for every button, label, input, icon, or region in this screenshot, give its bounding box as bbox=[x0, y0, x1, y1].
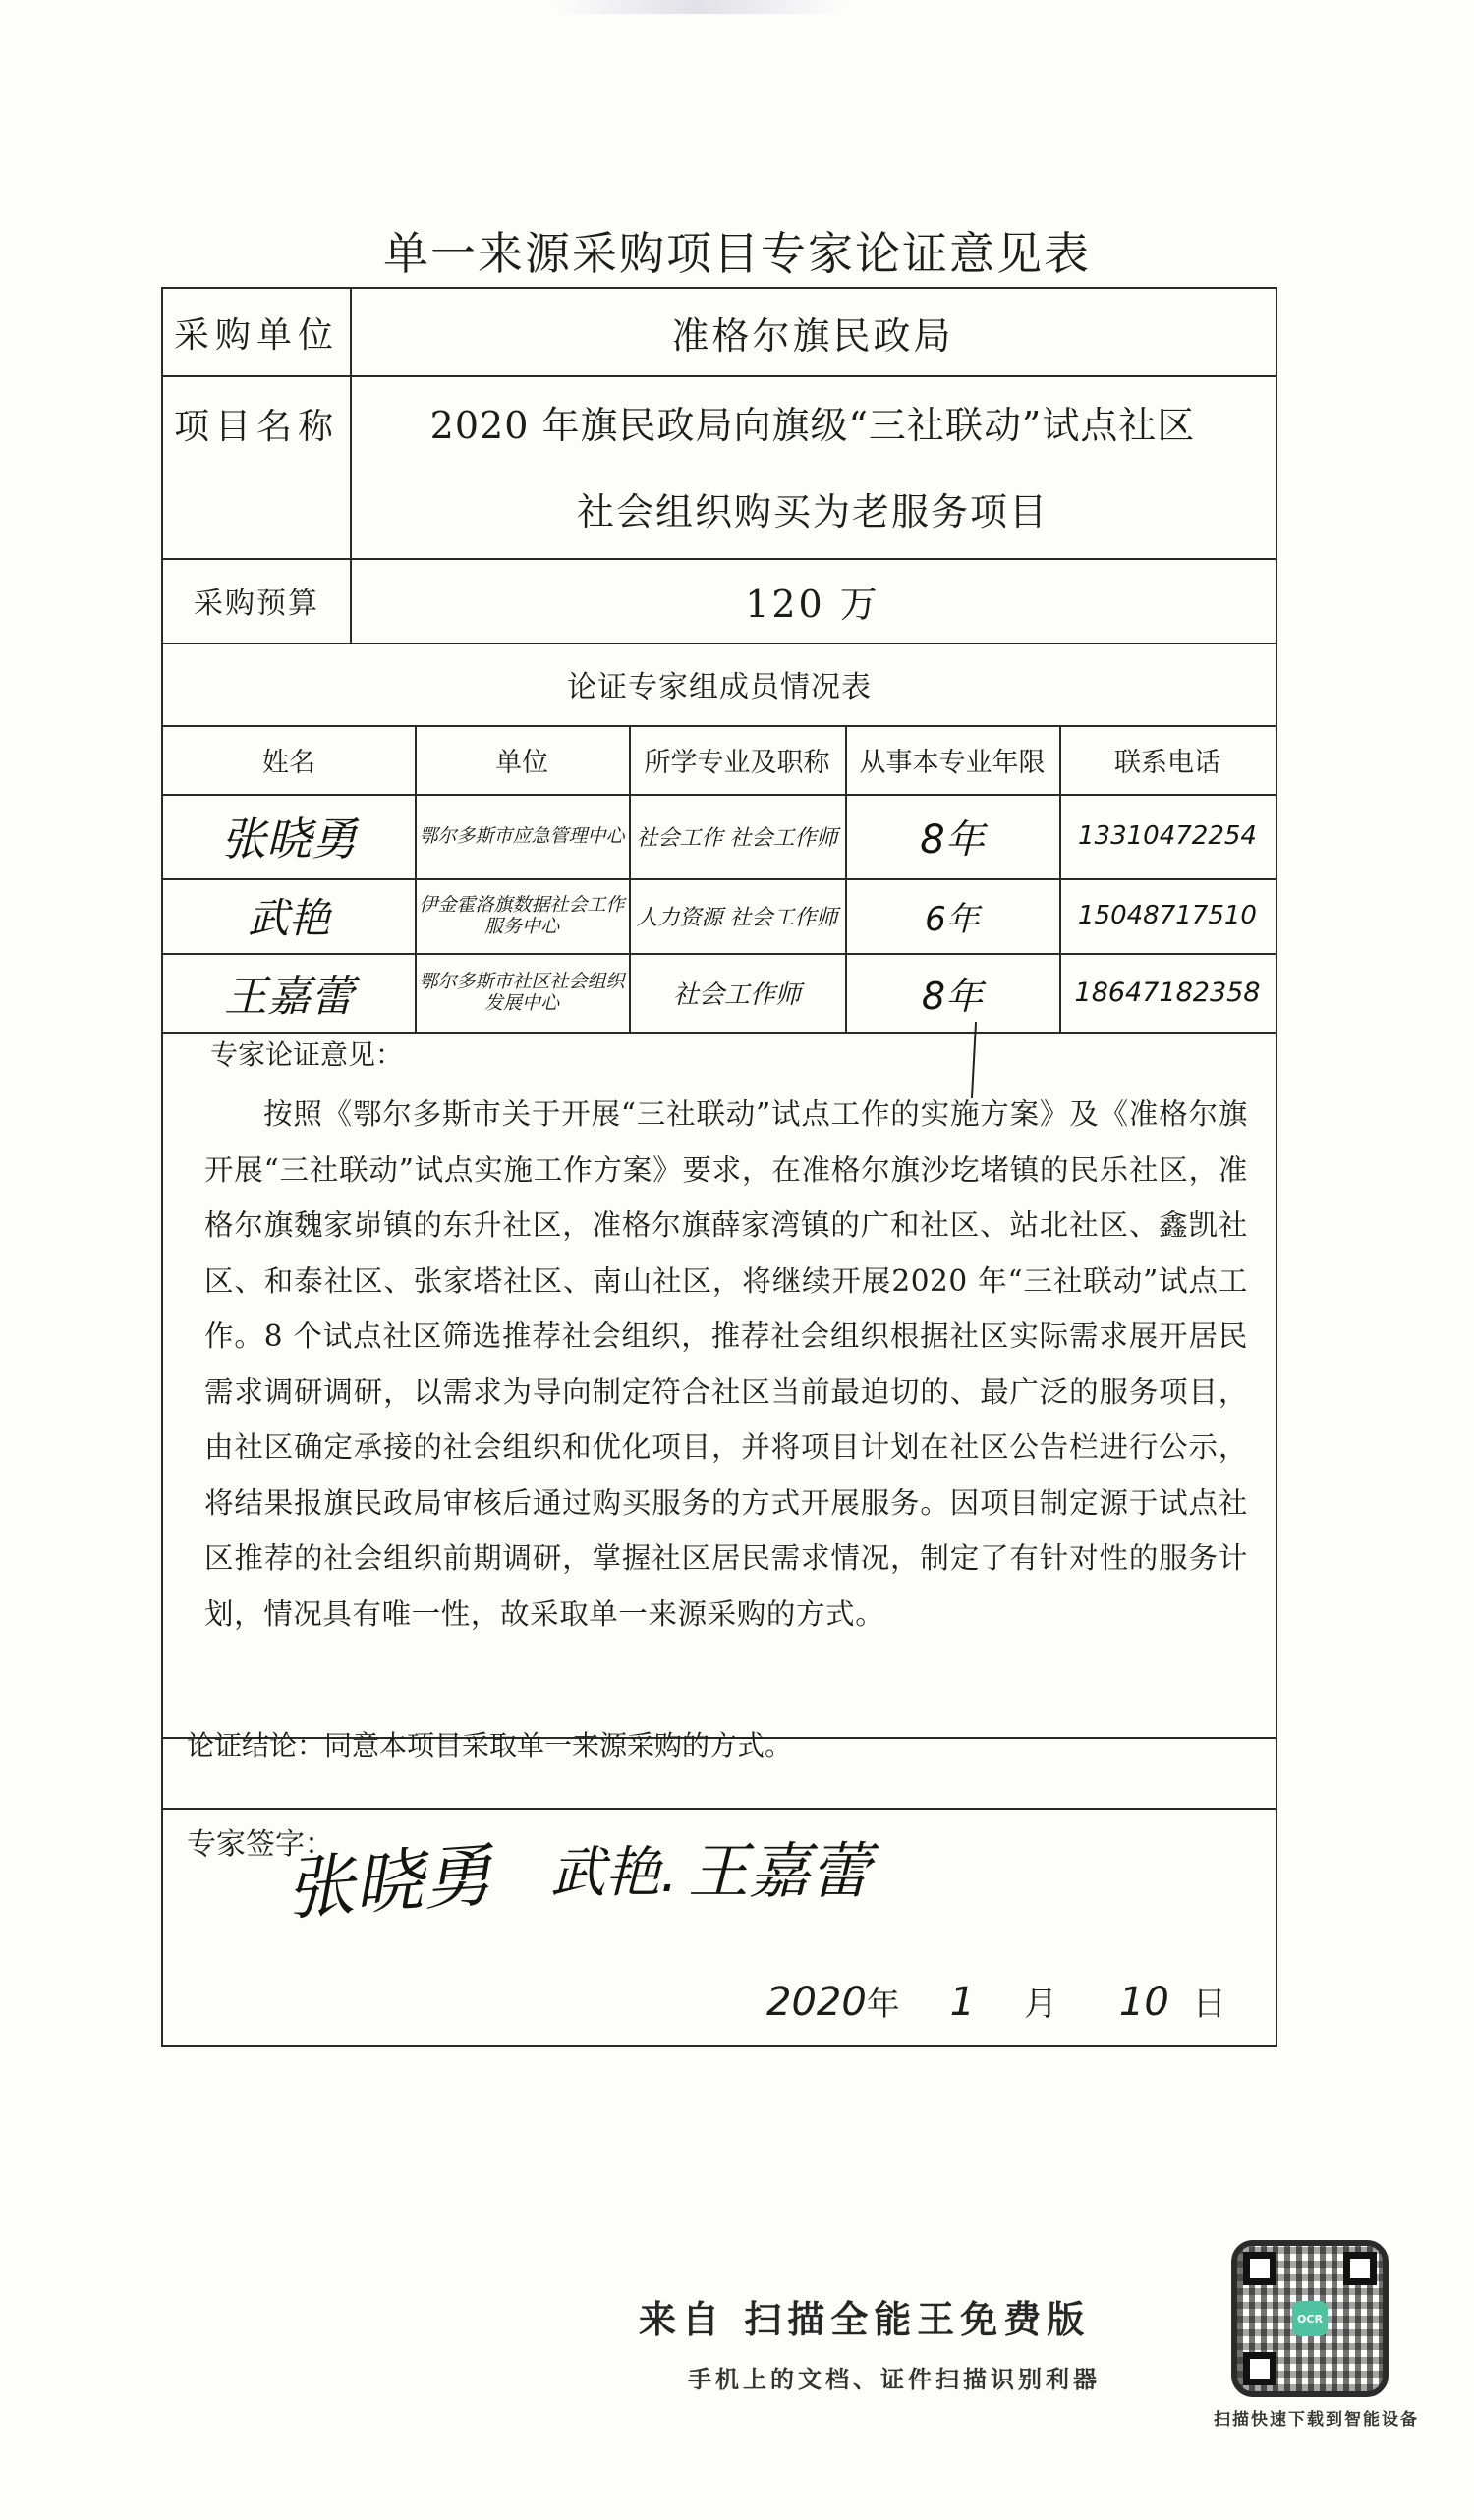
qr-caption: 扫描快速下载到智能设备 bbox=[1214, 2410, 1419, 2430]
project-line-1: 2020 年旗民政局向旗级“三社联动”试点社区 bbox=[429, 403, 1196, 447]
scan-smudge bbox=[550, 0, 845, 14]
qr-finder-icon bbox=[1343, 2252, 1377, 2285]
signing-date bbox=[766, 1977, 1226, 2025]
signature-1: 张晓勇 bbox=[282, 1834, 494, 1931]
project-line-2: 社会组织购买为老服务项目 bbox=[576, 489, 1049, 533]
conclusion-text: 论证结论：同意本项目采取单一来源采购的方式。 bbox=[187, 1729, 793, 1762]
opinion-text: 按照《鄂尔多斯市关于开展“三社联动”试点工作的实施方案》及《准格尔旗开展“三社联动”试点实施工作方案》要求，在准格尔旗沙圪堵镇的民乐社区，准格尔旗魏家峁镇的东升社区，准格尔旗薛家湾镇的广和社区、站北社区、鑫凯社区、和泰社区、张家塔社区、南山社区，将继续开展2020 年“三社联动”试点工作。8 个试点社区筛选推荐社会组织，推荐社会组织根据社区实际需求展开居民需求调研调研，以需求为导向制定符合社区当前最迫切的、最广泛的服务项目，由社区确定承接的社会组织和优化项目，并将项目计划在社区公告栏进行公示，将结果报旗民政局审核后通过购买服务的方式开展服务。因项目制定源于试点社区推荐的社会组织前期调研，掌握社区居民需求情况，制定了有针对性的服务计划，情况具有唯一性，故采取单一来源采购的方式。 bbox=[204, 1097, 1248, 1631]
header-years: 从事本专业年限 bbox=[859, 747, 1046, 778]
qr-code-icon[interactable] bbox=[1231, 2240, 1389, 2397]
expert-name: 武艳 bbox=[247, 894, 330, 942]
signature-2: 武艳. bbox=[550, 1841, 678, 1905]
expert-title: 社会工作师 bbox=[672, 980, 801, 1010]
date-year: 2020 bbox=[766, 1980, 867, 2025]
expert-unit: 鄂尔多斯市应急管理中心 bbox=[419, 825, 625, 847]
expert-title: 社会工作 社会工作师 bbox=[636, 825, 838, 851]
scanner-watermark: 来自 扫描全能王免费版 bbox=[639, 2297, 1091, 2341]
budget-label: 采购预算 bbox=[194, 587, 319, 621]
qr-badge: OCR bbox=[1292, 2301, 1328, 2336]
date-day: 10 bbox=[1118, 1980, 1169, 2025]
scanner-tagline: 手机上的文档、证件扫描识别利器 bbox=[688, 2365, 1101, 2393]
expert-name: 张晓勇 bbox=[221, 812, 357, 866]
expert-phone: 13310472254 bbox=[1078, 821, 1257, 851]
signature-3: 王嘉蕾 bbox=[688, 1835, 872, 1907]
experts-section-title: 论证专家组成员情况表 bbox=[567, 670, 872, 704]
header-major-title: 所学专业及职称 bbox=[644, 747, 830, 778]
header-name: 姓名 bbox=[262, 747, 315, 778]
expert-phone: 15048717510 bbox=[1078, 901, 1257, 930]
expert-title: 人力资源 社会工作师 bbox=[636, 905, 838, 930]
date-month-unit: 月 bbox=[1024, 1985, 1058, 2024]
budget-value: 120 万 bbox=[745, 582, 880, 626]
date-day-unit: 日 bbox=[1192, 1985, 1226, 2024]
header-phone: 联系电话 bbox=[1114, 747, 1220, 778]
signature-label: 专家签字： bbox=[187, 1827, 334, 1862]
expert-years: 6年 bbox=[925, 899, 980, 939]
project-label: 项目名称 bbox=[173, 407, 339, 447]
expert-years: 8年 bbox=[921, 974, 984, 1018]
header-unit: 单位 bbox=[495, 747, 548, 778]
expert-phone: 18647182358 bbox=[1074, 977, 1261, 1008]
unit-label: 采购单位 bbox=[173, 314, 339, 356]
expert-unit: 伊金霍洛旗数据社会工作服务中心 bbox=[419, 894, 625, 937]
opinion-label: 专家论证意见： bbox=[210, 1038, 404, 1071]
qr-finder-icon bbox=[1243, 2252, 1276, 2285]
date-month: 1 bbox=[949, 1980, 976, 2025]
unit-value: 准格尔旗民政局 bbox=[671, 313, 954, 358]
date-year-unit: 年 bbox=[866, 1985, 900, 2024]
expert-years: 8年 bbox=[920, 816, 985, 863]
expert-unit: 鄂尔多斯市社区社会组织发展中心 bbox=[419, 971, 625, 1014]
page-title: 单一来源采购项目专家论证意见表 bbox=[383, 227, 1091, 280]
expert-name: 王嘉蕾 bbox=[224, 972, 354, 1022]
qr-finder-icon bbox=[1243, 2352, 1276, 2385]
